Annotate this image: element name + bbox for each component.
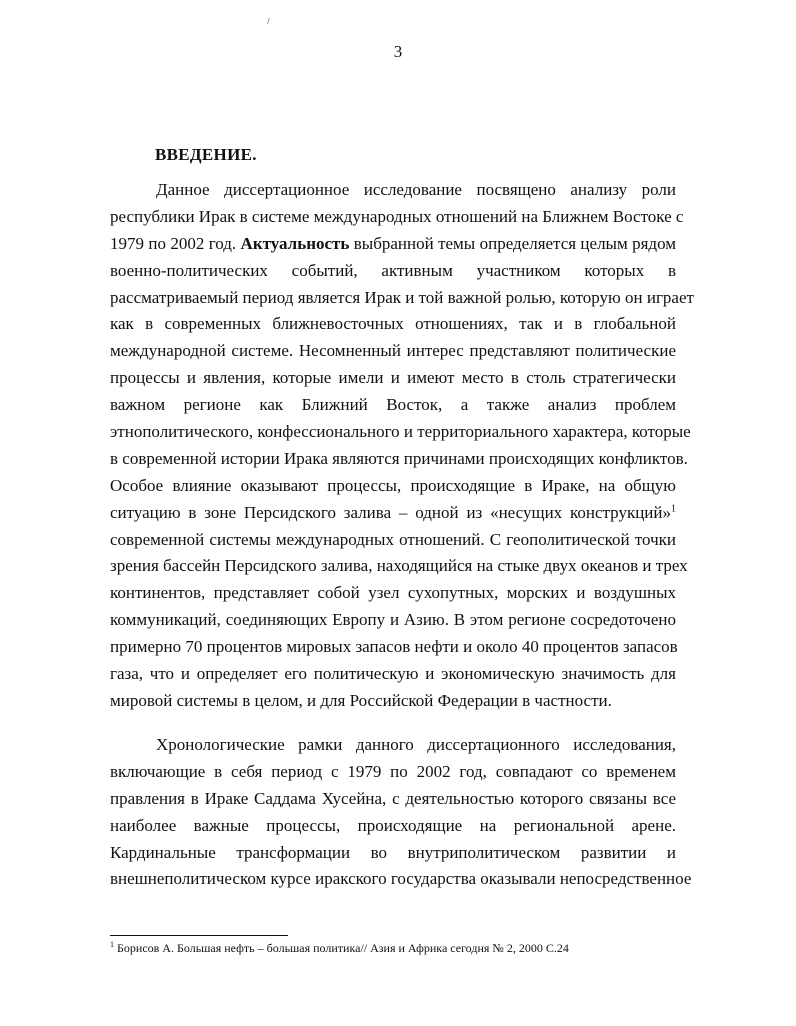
text-line: мировой системы в целом, и для Российской Федерации в частности. (110, 690, 612, 710)
text-line: Данное диссертационное исследование посвящено анализу роли (156, 180, 676, 199)
text-line: внешнеполитическом курсе иракского государства оказывали непосредственное (110, 869, 692, 889)
text-line: коммуникаций, соединяющих Европу и Азию. В этом регионе сосредоточено (110, 610, 676, 630)
text-line: наиболее важные процессы, происходящие на региональной арене. (110, 815, 676, 835)
text-line: этнополитического, конфессионального и территориального характера, которые (110, 422, 691, 442)
text-line: Особое влияние оказывают процессы, происходящие в Ираке, на общую (110, 475, 676, 495)
text-line: Кардинальные трансформации во внутриполитическом развитии и (110, 842, 676, 862)
text-line: процессы и явления, которые имели и имеют место в столь стратегически (110, 368, 676, 388)
text-fragment: 1979 по 2002 год. (110, 233, 237, 253)
bold-term-relevance: Актуальность (240, 233, 350, 253)
footnote-separator (110, 935, 288, 936)
footnote-reference[interactable]: 1 (671, 503, 676, 515)
footnote-text: Борисов А. Большая нефть – большая политика// Азия и Африка сегодня № 2, 2000 С.24 (117, 941, 569, 955)
text-line: важном регионе как Ближний Восток, а также анализ проблем (110, 395, 676, 415)
text-line: в современной истории Ирака являются причинами происходящих конфликтов. (110, 448, 688, 468)
section-heading: ВВЕДЕНИЕ. (155, 145, 257, 164)
page-number: 3 (393, 42, 403, 61)
text-line (110, 500, 676, 527)
text-line: Хронологические рамки данного диссертационного исследования, (156, 735, 676, 754)
text-line (110, 231, 676, 258)
text-line: газа, что и определяет его политическую и экономическую значимость для (110, 664, 676, 684)
text-line: международной системе. Несомненный интерес представляют политические (110, 341, 676, 361)
text-line: правления в Ираке Саддама Хусейна, с деятельностью которого связаны все (110, 788, 676, 808)
text-line: военно-политических событий, активным участником которых в (110, 260, 676, 280)
text-line: зрения бассейн Персидского залива, находящийся на стыке двух океанов и трех (110, 556, 688, 576)
text-line: континентов, представляет собой узел сухопутных, морских и воздушных (110, 583, 676, 603)
text-fragment: выбранной темы определяется целым рядом (353, 233, 677, 253)
text-line: примерно 70 процентов мировых запасов нефти и около 40 процентов запасов (110, 637, 678, 657)
scan-artifact-mark (267, 18, 270, 24)
text-line: рассматриваемый период является Ирак и той важной ролью, которую он играет (110, 287, 694, 307)
text-line: как в современных ближневосточных отношениях, так и в глобальной (110, 314, 676, 334)
paragraph-chronology (110, 732, 692, 893)
text-fragment: ситуацию в зоне Персидского залива – одной из «несущих конструкций» (110, 502, 671, 522)
paragraph-relevance (110, 177, 694, 715)
footnote-number: 1 (110, 940, 114, 949)
text-line: современной системы международных отношений. С геополитической точки (110, 529, 676, 549)
text-line: включающие в себя период с 1979 по 2002 год, совпадают со временем (110, 761, 676, 781)
text-line: республики Ирак в системе международных отношений на Ближнем Востоке с (110, 206, 684, 226)
footnote (110, 941, 569, 956)
